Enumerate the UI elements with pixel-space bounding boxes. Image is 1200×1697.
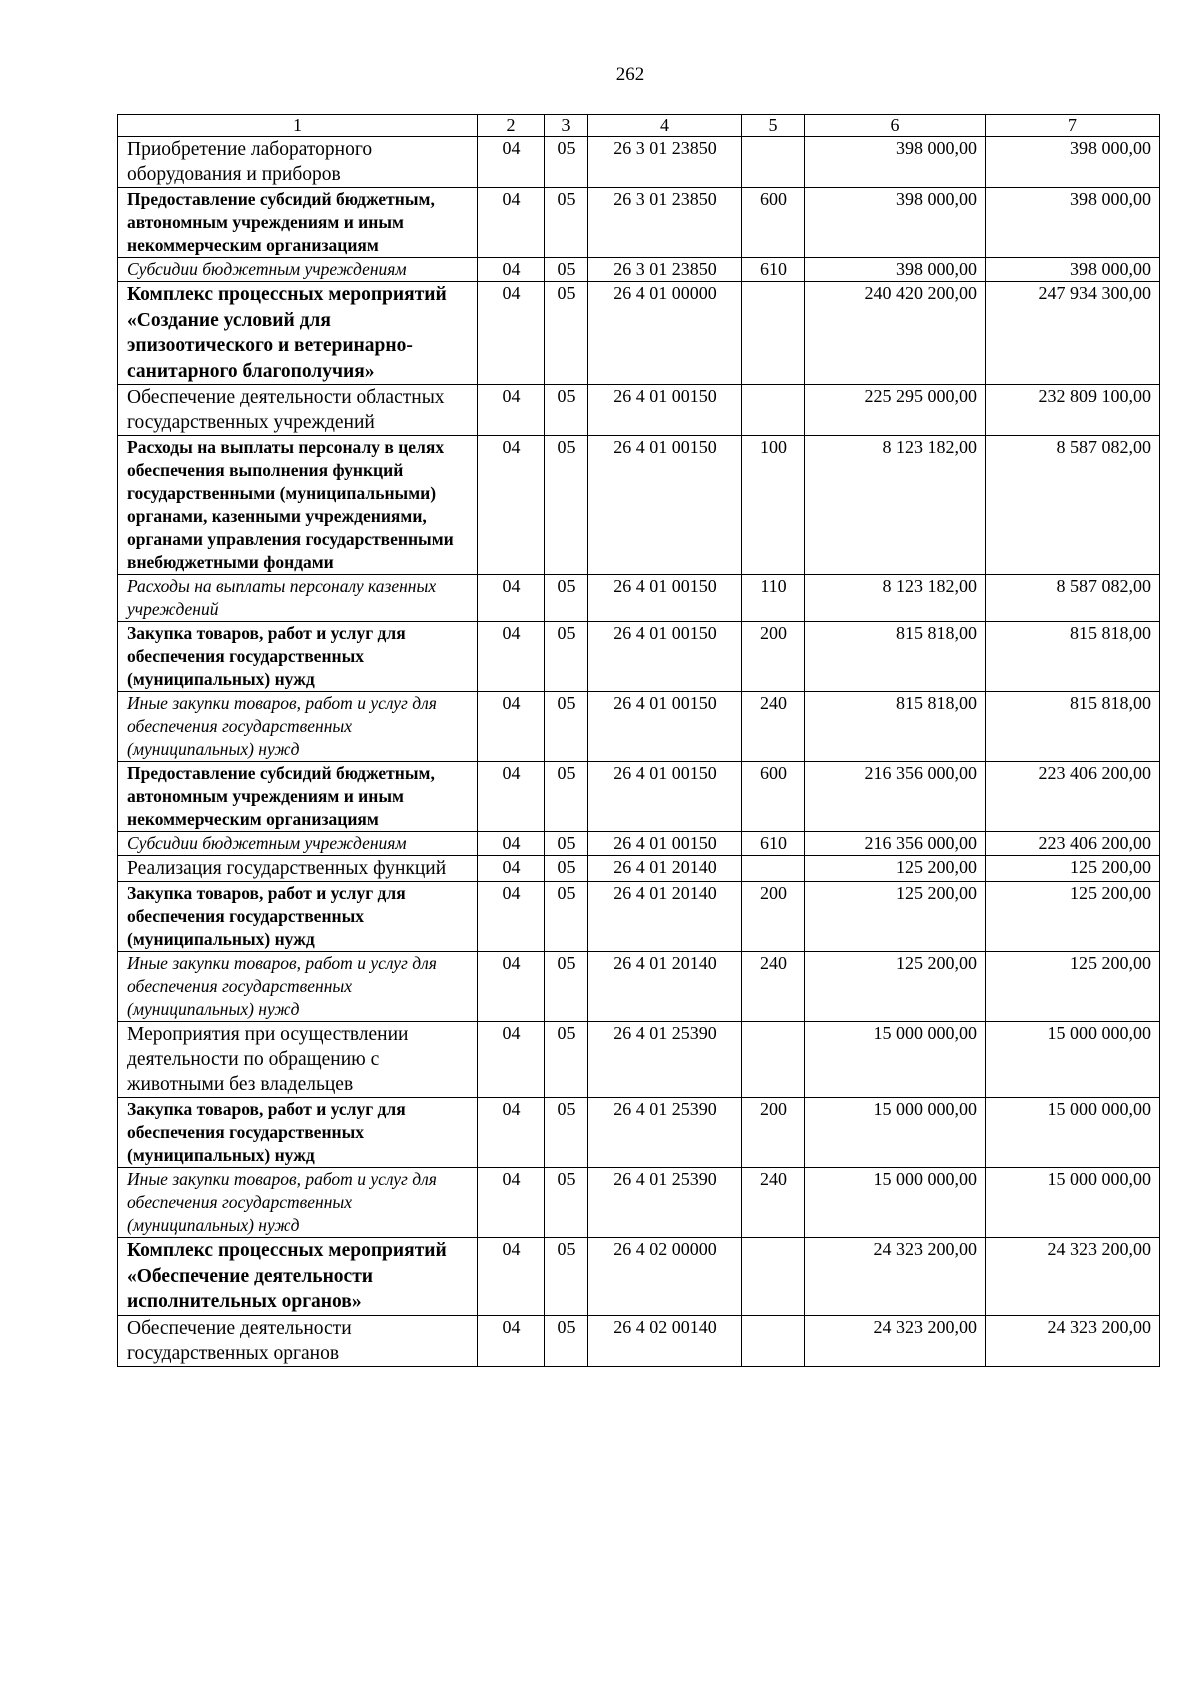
row-name-cell: Закупка товаров, работ и услуг для обеспечения государственных (муниципальных) нужд — [118, 1098, 478, 1168]
target-article-cell: 26 3 01 23850 — [588, 137, 742, 188]
expense-type-cell: 610 — [742, 258, 805, 282]
row-name-cell: Обеспечение деятельности областных государственных учреждений — [118, 385, 478, 436]
table-row — [118, 692, 1160, 762]
row-name-cell: Иные закупки товаров, работ и услуг для обеспечения государственных (муниципальных) нужд — [118, 692, 478, 762]
section-code-cell: 04 — [478, 282, 545, 385]
target-article-cell: 26 4 01 25390 — [588, 1168, 742, 1238]
table-row — [118, 1168, 1160, 1238]
table-row — [118, 137, 1160, 188]
expense-type-cell: 610 — [742, 832, 805, 856]
amount-year1-cell: 15 000 000,00 — [805, 1098, 986, 1168]
subsection-code-cell: 05 — [545, 282, 588, 385]
expense-type-cell: 200 — [742, 1098, 805, 1168]
target-article-cell: 26 4 01 00150 — [588, 762, 742, 832]
section-code-cell: 04 — [478, 762, 545, 832]
target-article-cell: 26 4 01 00150 — [588, 692, 742, 762]
section-code-cell: 04 — [478, 436, 545, 575]
target-article-cell: 26 3 01 23850 — [588, 188, 742, 258]
subsection-code-cell: 05 — [545, 692, 588, 762]
amount-year2-cell: 398 000,00 — [986, 188, 1160, 258]
table-row — [118, 575, 1160, 622]
row-name-cell: Закупка товаров, работ и услуг для обеспечения государственных (муниципальных) нужд — [118, 882, 478, 952]
expense-type-cell: 200 — [742, 622, 805, 692]
table-row — [118, 762, 1160, 832]
expense-type-cell — [742, 1315, 805, 1366]
header-cell-6: 6 — [805, 115, 986, 137]
amount-year1-cell: 216 356 000,00 — [805, 762, 986, 832]
row-name-cell: Расходы на выплаты персоналу в целях обеспечения выполнения функций государственными (муниципальными) органами, казенными учреждениями, органами управления государственными внебюджетными фондами — [118, 436, 478, 575]
section-code-cell: 04 — [478, 1238, 545, 1316]
section-code-cell: 04 — [478, 952, 545, 1022]
subsection-code-cell: 05 — [545, 762, 588, 832]
amount-year2-cell: 24 323 200,00 — [986, 1238, 1160, 1316]
target-article-cell: 26 4 01 00150 — [588, 436, 742, 575]
amount-year1-cell: 815 818,00 — [805, 622, 986, 692]
row-name-cell: Комплекс процессных мероприятий «Создание условий для эпизоотического и ветеринарно-санитарного благополучия» — [118, 282, 478, 385]
amount-year2-cell: 125 200,00 — [986, 856, 1160, 882]
table-row — [118, 436, 1160, 575]
target-article-cell: 26 4 02 00140 — [588, 1315, 742, 1366]
expense-type-cell — [742, 385, 805, 436]
section-code-cell: 04 — [478, 832, 545, 856]
amount-year2-cell: 125 200,00 — [986, 952, 1160, 1022]
amount-year1-cell: 24 323 200,00 — [805, 1315, 986, 1366]
section-code-cell: 04 — [478, 385, 545, 436]
amount-year2-cell: 398 000,00 — [986, 258, 1160, 282]
target-article-cell: 26 4 01 00150 — [588, 832, 742, 856]
table-row — [118, 832, 1160, 856]
section-code-cell: 04 — [478, 188, 545, 258]
row-name-cell: Предоставление субсидий бюджетным, автономным учреждениям и иным некоммерческим организациям — [118, 762, 478, 832]
amount-year2-cell: 24 323 200,00 — [986, 1315, 1160, 1366]
target-article-cell: 26 4 01 20140 — [588, 856, 742, 882]
expense-type-cell: 240 — [742, 952, 805, 1022]
subsection-code-cell: 05 — [545, 436, 588, 575]
subsection-code-cell: 05 — [545, 952, 588, 1022]
expense-type-cell: 600 — [742, 188, 805, 258]
section-code-cell: 04 — [478, 856, 545, 882]
table-row — [118, 1098, 1160, 1168]
target-article-cell: 26 4 02 00000 — [588, 1238, 742, 1316]
amount-year1-cell: 24 323 200,00 — [805, 1238, 986, 1316]
subsection-code-cell: 05 — [545, 1238, 588, 1316]
amount-year1-cell: 15 000 000,00 — [805, 1168, 986, 1238]
subsection-code-cell: 05 — [545, 832, 588, 856]
amount-year1-cell: 815 818,00 — [805, 692, 986, 762]
section-code-cell: 04 — [478, 575, 545, 622]
expense-type-cell — [742, 1238, 805, 1316]
section-code-cell: 04 — [478, 1168, 545, 1238]
table-row — [118, 188, 1160, 258]
amount-year2-cell: 125 200,00 — [986, 882, 1160, 952]
target-article-cell: 26 4 01 25390 — [588, 1022, 742, 1098]
expense-type-cell: 100 — [742, 436, 805, 575]
row-name-cell: Расходы на выплаты персоналу казенных учреждений — [118, 575, 478, 622]
table-row — [118, 1238, 1160, 1316]
subsection-code-cell: 05 — [545, 1315, 588, 1366]
row-name-cell: Закупка товаров, работ и услуг для обеспечения государственных (муниципальных) нужд — [118, 622, 478, 692]
target-article-cell: 26 4 01 00150 — [588, 385, 742, 436]
expense-type-cell — [742, 1022, 805, 1098]
amount-year1-cell: 125 200,00 — [805, 856, 986, 882]
amount-year1-cell: 125 200,00 — [805, 882, 986, 952]
subsection-code-cell: 05 — [545, 188, 588, 258]
subsection-code-cell: 05 — [545, 575, 588, 622]
row-name-cell: Субсидии бюджетным учреждениям — [118, 258, 478, 282]
amount-year2-cell: 223 406 200,00 — [986, 762, 1160, 832]
subsection-code-cell: 05 — [545, 137, 588, 188]
header-cell-7: 7 — [986, 115, 1160, 137]
expense-type-cell — [742, 282, 805, 385]
row-name-cell: Субсидии бюджетным учреждениям — [118, 832, 478, 856]
section-code-cell: 04 — [478, 1098, 545, 1168]
row-name-cell: Предоставление субсидий бюджетным, автономным учреждениям и иным некоммерческим организациям — [118, 188, 478, 258]
section-code-cell: 04 — [478, 1315, 545, 1366]
amount-year2-cell: 15 000 000,00 — [986, 1168, 1160, 1238]
header-row — [118, 115, 1160, 137]
row-name-cell: Мероприятия при осуществлении деятельности по обращению с животными без владельцев — [118, 1022, 478, 1098]
amount-year2-cell: 232 809 100,00 — [986, 385, 1160, 436]
section-code-cell: 04 — [478, 882, 545, 952]
expense-type-cell — [742, 856, 805, 882]
row-name-cell: Обеспечение деятельности государственных органов — [118, 1315, 478, 1366]
table-row — [118, 882, 1160, 952]
amount-year1-cell: 240 420 200,00 — [805, 282, 986, 385]
amount-year1-cell: 15 000 000,00 — [805, 1022, 986, 1098]
amount-year1-cell: 398 000,00 — [805, 137, 986, 188]
subsection-code-cell: 05 — [545, 258, 588, 282]
table-row — [118, 282, 1160, 385]
amount-year2-cell: 815 818,00 — [986, 692, 1160, 762]
subsection-code-cell: 05 — [545, 622, 588, 692]
subsection-code-cell: 05 — [545, 385, 588, 436]
target-article-cell: 26 4 01 00000 — [588, 282, 742, 385]
amount-year2-cell: 247 934 300,00 — [986, 282, 1160, 385]
subsection-code-cell: 05 — [545, 1022, 588, 1098]
expense-type-cell: 200 — [742, 882, 805, 952]
target-article-cell: 26 3 01 23850 — [588, 258, 742, 282]
section-code-cell: 04 — [478, 692, 545, 762]
target-article-cell: 26 4 01 00150 — [588, 622, 742, 692]
amount-year2-cell: 398 000,00 — [986, 137, 1160, 188]
amount-year1-cell: 398 000,00 — [805, 188, 986, 258]
amount-year1-cell: 8 123 182,00 — [805, 575, 986, 622]
row-name-cell: Комплекс процессных мероприятий «Обеспечение деятельности исполнительных органов» — [118, 1238, 478, 1316]
page-number: 262 — [615, 64, 645, 85]
expense-type-cell: 240 — [742, 692, 805, 762]
row-name-cell: Иные закупки товаров, работ и услуг для обеспечения государственных (муниципальных) нужд — [118, 1168, 478, 1238]
row-name-cell: Реализация государственных функций — [118, 856, 478, 882]
table-row — [118, 1022, 1160, 1098]
amount-year2-cell: 8 587 082,00 — [986, 575, 1160, 622]
budget-table-body — [118, 115, 1160, 1367]
header-cell-2: 2 — [478, 115, 545, 137]
expense-type-cell: 110 — [742, 575, 805, 622]
amount-year2-cell: 15 000 000,00 — [986, 1098, 1160, 1168]
amount-year1-cell: 398 000,00 — [805, 258, 986, 282]
amount-year2-cell: 15 000 000,00 — [986, 1022, 1160, 1098]
amount-year1-cell: 216 356 000,00 — [805, 832, 986, 856]
amount-year2-cell: 223 406 200,00 — [986, 832, 1160, 856]
amount-year2-cell: 815 818,00 — [986, 622, 1160, 692]
row-name-cell: Приобретение лабораторного оборудования и приборов — [118, 137, 478, 188]
section-code-cell: 04 — [478, 1022, 545, 1098]
amount-year2-cell: 8 587 082,00 — [986, 436, 1160, 575]
table-row — [118, 622, 1160, 692]
header-cell-3: 3 — [545, 115, 588, 137]
table-row — [118, 385, 1160, 436]
target-article-cell: 26 4 01 25390 — [588, 1098, 742, 1168]
target-article-cell: 26 4 01 20140 — [588, 952, 742, 1022]
amount-year1-cell: 125 200,00 — [805, 952, 986, 1022]
subsection-code-cell: 05 — [545, 882, 588, 952]
header-cell-5: 5 — [742, 115, 805, 137]
table-row — [118, 258, 1160, 282]
subsection-code-cell: 05 — [545, 1098, 588, 1168]
table-row — [118, 1315, 1160, 1366]
table-row — [118, 952, 1160, 1022]
subsection-code-cell: 05 — [545, 856, 588, 882]
section-code-cell: 04 — [478, 622, 545, 692]
budget-table — [117, 114, 1160, 1367]
header-cell-1: 1 — [118, 115, 478, 137]
subsection-code-cell: 05 — [545, 1168, 588, 1238]
amount-year1-cell: 8 123 182,00 — [805, 436, 986, 575]
section-code-cell: 04 — [478, 258, 545, 282]
expense-type-cell: 240 — [742, 1168, 805, 1238]
target-article-cell: 26 4 01 00150 — [588, 575, 742, 622]
row-name-cell: Иные закупки товаров, работ и услуг для обеспечения государственных (муниципальных) нужд — [118, 952, 478, 1022]
table-row — [118, 856, 1160, 882]
target-article-cell: 26 4 01 20140 — [588, 882, 742, 952]
section-code-cell: 04 — [478, 137, 545, 188]
header-cell-4: 4 — [588, 115, 742, 137]
amount-year1-cell: 225 295 000,00 — [805, 385, 986, 436]
expense-type-cell: 600 — [742, 762, 805, 832]
expense-type-cell — [742, 137, 805, 188]
